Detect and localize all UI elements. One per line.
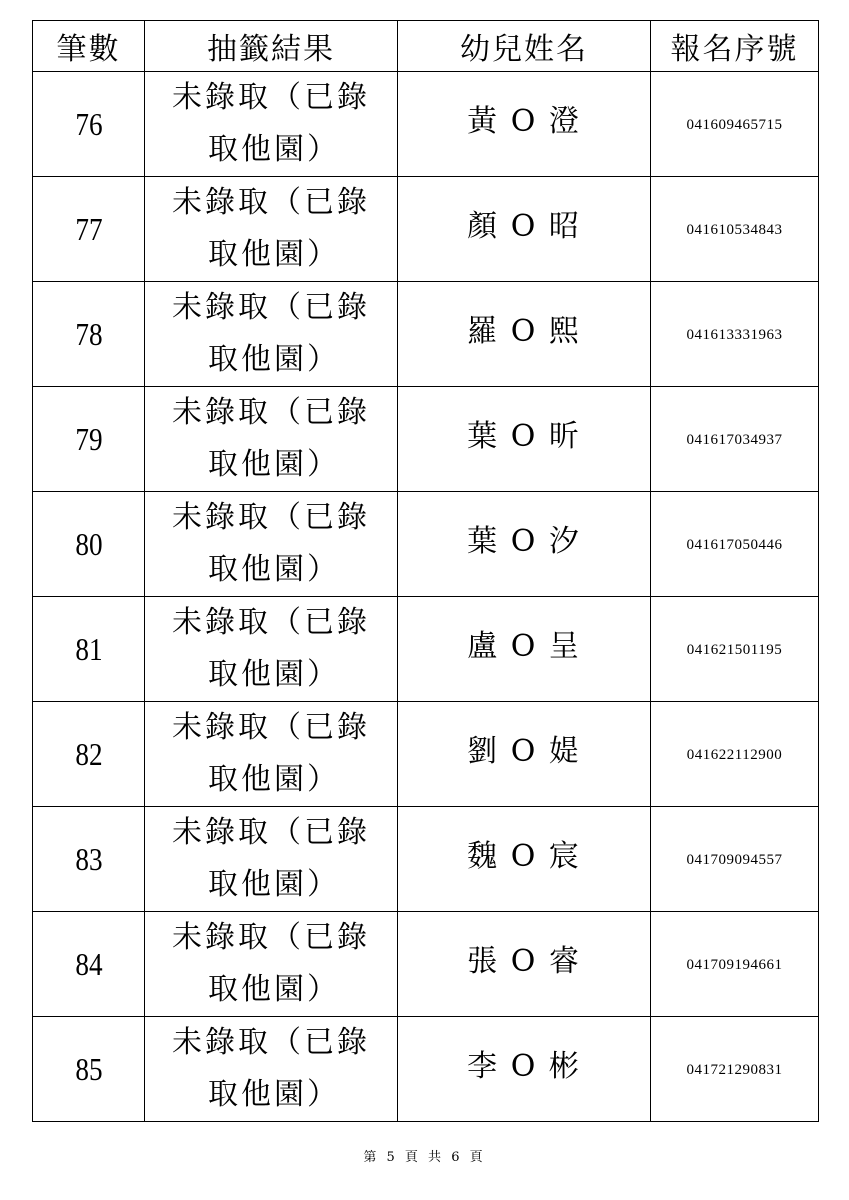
row-name-cell [398,807,651,912]
row-index-cell [33,912,145,1017]
row-index: 85 [74,1050,103,1087]
row-serial-number: 041709094557 [686,852,783,868]
row-serial-number: 041617050446 [686,537,783,553]
row-result-line-2: 取他園） [208,867,340,902]
row-child-name: 劉 O 媞 [467,734,581,769]
row-result [145,912,397,1016]
row-index-cell [33,177,145,282]
row-index: 83 [74,840,103,877]
row-result-line-2: 取他園） [208,972,340,1007]
row-name-cell [398,177,651,282]
row-serial-cell [651,597,819,702]
row-child-name: 葉 O 昕 [467,419,581,454]
row-child-name: 盧 O 呈 [467,629,581,664]
table-row [33,597,819,702]
row-result-line-1: 未錄取（已錄 [172,500,370,535]
row-result-line-1: 未錄取（已錄 [172,605,370,640]
row-name-cell [398,387,651,492]
row-result-cell [145,492,398,597]
row-child-name: 顏 O 昭 [467,209,581,244]
table-row [33,72,819,177]
row-result-cell [145,282,398,387]
row-index: 84 [74,945,103,982]
row-serial-cell [651,72,819,177]
row-serial-number: 041610534843 [686,222,783,238]
row-serial-cell [651,282,819,387]
row-result-line-1: 未錄取（已錄 [172,80,370,115]
row-serial-cell [651,387,819,492]
table-row [33,807,819,912]
table-body [33,72,819,1122]
row-result [145,177,397,281]
row-index-cell [33,282,145,387]
row-result [145,597,397,701]
row-result-line-1: 未錄取（已錄 [172,920,370,955]
row-result-line-2: 取他園） [208,762,340,797]
row-result [145,807,397,911]
row-index: 80 [74,525,103,562]
row-serial-cell [651,492,819,597]
row-child-name: 黃 O 澄 [467,104,581,139]
row-name-cell [398,1017,651,1122]
table-row [33,387,819,492]
row-result [145,702,397,806]
row-result-line-1: 未錄取（已錄 [172,185,370,220]
header-row [33,21,819,72]
row-serial-cell [651,1017,819,1122]
row-index-cell [33,597,145,702]
header-serial: 報名序號 [651,21,819,72]
row-serial-number: 041621501195 [686,642,783,658]
row-index-cell [33,72,145,177]
row-result-line-2: 取他園） [208,657,340,692]
row-result-line-1: 未錄取（已錄 [172,1025,370,1060]
row-serial-number: 041721290831 [686,1062,783,1078]
header-name: 幼兒姓名 [398,21,651,72]
row-child-name: 魏 O 宸 [467,839,581,874]
row-index: 82 [74,735,103,772]
row-result [145,72,397,176]
row-index: 76 [74,105,103,142]
row-index-cell [33,387,145,492]
row-result [145,1017,397,1121]
row-serial-number: 041617034937 [686,432,783,448]
row-result-line-1: 未錄取（已錄 [172,395,370,430]
row-child-name: 羅 O 熙 [467,314,581,349]
row-serial-number: 041609465715 [686,117,783,133]
row-result-cell [145,807,398,912]
row-result-line-2: 取他園） [208,552,340,587]
row-result-cell [145,702,398,807]
row-name-cell [398,492,651,597]
row-result-line-2: 取他園） [208,237,340,272]
row-index: 81 [74,630,103,667]
row-result-line-2: 取他園） [208,1077,340,1112]
row-child-name: 張 O 睿 [467,944,581,979]
row-child-name: 葉 O 汐 [467,524,581,559]
row-result-cell [145,912,398,1017]
row-index-cell [33,702,145,807]
row-name-cell [398,702,651,807]
row-result-cell [145,72,398,177]
row-index: 78 [74,315,103,352]
row-index-cell [33,492,145,597]
table-row [33,492,819,597]
row-index-cell [33,1017,145,1122]
row-result-cell [145,387,398,492]
row-index: 77 [74,210,103,247]
row-result-line-2: 取他園） [208,342,340,377]
table-row [33,912,819,1017]
row-result [145,492,397,596]
row-result-cell [145,1017,398,1122]
row-serial-cell [651,807,819,912]
table-header [33,21,819,72]
page-footer: 第 5 頁 共 6 頁 [363,1150,486,1165]
row-result-line-2: 取他園） [208,447,340,482]
row-index: 79 [74,420,103,457]
row-name-cell [398,912,651,1017]
row-serial-cell [651,912,819,1017]
table-row [33,282,819,387]
row-result-line-1: 未錄取（已錄 [172,290,370,325]
row-name-cell [398,282,651,387]
row-serial-number: 041709194661 [686,957,783,973]
row-serial-number: 041622112900 [686,747,783,763]
row-name-cell [398,72,651,177]
row-name-cell [398,597,651,702]
row-result-cell [145,597,398,702]
table-row [33,1017,819,1122]
header-index: 筆數 [33,21,145,72]
row-result-line-1: 未錄取（已錄 [172,710,370,745]
row-serial-number: 041613331963 [686,327,783,343]
lottery-results-table [32,20,819,1122]
row-result [145,387,397,491]
row-serial-cell [651,177,819,282]
row-result [145,282,397,386]
row-result-line-2: 取他園） [208,132,340,167]
header-result: 抽籤結果 [145,21,398,72]
row-child-name: 李 O 彬 [467,1049,581,1084]
row-serial-cell [651,702,819,807]
row-result-cell [145,177,398,282]
row-result-line-1: 未錄取（已錄 [172,815,370,850]
row-index-cell [33,807,145,912]
table-row [33,177,819,282]
table-row [33,702,819,807]
